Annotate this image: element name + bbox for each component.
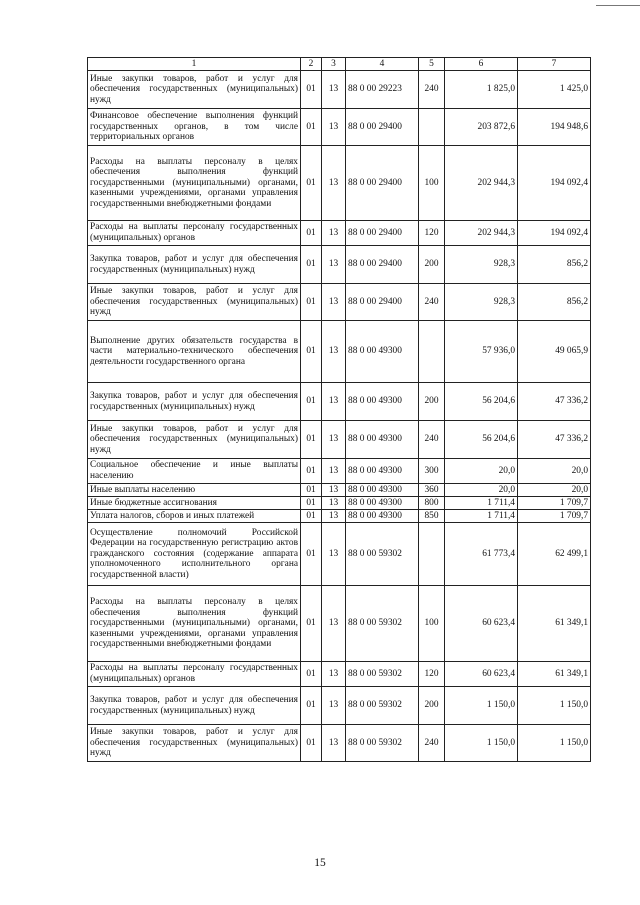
table-row bbox=[88, 484, 591, 497]
header-col-7: 7 bbox=[518, 58, 591, 71]
row-amount-col6: 202 944,3 bbox=[445, 146, 518, 221]
header-col-4: 4 bbox=[346, 58, 419, 71]
row-expense-type: 850 bbox=[419, 510, 445, 523]
row-target-article: 88 0 00 49300 bbox=[346, 510, 419, 523]
header-row bbox=[88, 58, 591, 71]
row-target-article: 88 0 00 29223 bbox=[346, 71, 419, 109]
row-amount-col6: 57 936,0 bbox=[445, 321, 518, 383]
row-subsection: 13 bbox=[322, 221, 346, 246]
table-row bbox=[88, 687, 591, 725]
row-amount-col7: 856,2 bbox=[518, 284, 591, 321]
row-expense-type: 240 bbox=[419, 421, 445, 459]
header-col-5: 5 bbox=[419, 58, 445, 71]
row-name: Иные выплаты населению bbox=[88, 484, 301, 497]
row-target-article: 88 0 00 49300 bbox=[346, 383, 419, 421]
row-subsection: 13 bbox=[322, 725, 346, 762]
row-amount-col6: 1 711,4 bbox=[445, 510, 518, 523]
row-target-article: 88 0 00 59302 bbox=[346, 586, 419, 662]
row-target-article: 88 0 00 49300 bbox=[346, 321, 419, 383]
row-amount-col7: 1 150,0 bbox=[518, 725, 591, 762]
row-name: Расходы на выплаты персоналу государственных (муниципальных) органов bbox=[88, 662, 301, 687]
row-amount-col7: 20,0 bbox=[518, 459, 591, 484]
row-section: 01 bbox=[301, 321, 322, 383]
row-expense-type: 200 bbox=[419, 687, 445, 725]
row-amount-col7: 1 425,0 bbox=[518, 71, 591, 109]
row-amount-col6: 61 773,4 bbox=[445, 523, 518, 586]
row-name: Социальное обеспечение и иные выплаты населению bbox=[88, 459, 301, 484]
row-amount-col7: 1 150,0 bbox=[518, 687, 591, 725]
row-target-article: 88 0 00 59302 bbox=[346, 725, 419, 762]
row-name: Иные закупки товаров, работ и услуг для обеспечения государственных (муниципальных) нужд bbox=[88, 284, 301, 321]
row-expense-type bbox=[419, 109, 445, 146]
row-name: Закупка товаров, работ и услуг для обеспечения государственных (муниципальных) нужд bbox=[88, 246, 301, 284]
row-amount-col6: 1 711,4 bbox=[445, 497, 518, 510]
page-number: 15 bbox=[314, 857, 326, 869]
row-amount-col7: 194 948,6 bbox=[518, 109, 591, 146]
row-section: 01 bbox=[301, 687, 322, 725]
row-amount-col7: 20,0 bbox=[518, 484, 591, 497]
row-section: 01 bbox=[301, 459, 322, 484]
table-row bbox=[88, 586, 591, 662]
table-row bbox=[88, 146, 591, 221]
row-section: 01 bbox=[301, 383, 322, 421]
row-name: Расходы на выплаты персоналу государственных (муниципальных) органов bbox=[88, 221, 301, 246]
row-section: 01 bbox=[301, 484, 322, 497]
row-amount-col6: 60 623,4 bbox=[445, 586, 518, 662]
row-section: 01 bbox=[301, 146, 322, 221]
row-amount-col7: 49 065,9 bbox=[518, 321, 591, 383]
corner-rule bbox=[596, 5, 640, 6]
row-subsection: 13 bbox=[322, 484, 346, 497]
row-name: Иные бюджетные ассигнования bbox=[88, 497, 301, 510]
table-row bbox=[88, 109, 591, 146]
row-target-article: 88 0 00 49300 bbox=[346, 421, 419, 459]
row-expense-type: 120 bbox=[419, 662, 445, 687]
row-expense-type: 240 bbox=[419, 284, 445, 321]
row-section: 01 bbox=[301, 421, 322, 459]
row-subsection: 13 bbox=[322, 687, 346, 725]
row-section: 01 bbox=[301, 284, 322, 321]
row-subsection: 13 bbox=[322, 523, 346, 586]
row-section: 01 bbox=[301, 109, 322, 146]
row-amount-col6: 1 150,0 bbox=[445, 687, 518, 725]
row-amount-col6: 20,0 bbox=[445, 484, 518, 497]
header-col-1: 1 bbox=[88, 58, 301, 71]
row-subsection: 13 bbox=[322, 662, 346, 687]
row-expense-type: 300 bbox=[419, 459, 445, 484]
row-expense-type: 100 bbox=[419, 146, 445, 221]
row-amount-col7: 61 349,1 bbox=[518, 586, 591, 662]
row-amount-col6: 56 204,6 bbox=[445, 383, 518, 421]
row-name: Расходы на выплаты персоналу в целях обеспечения выполнения функций государственными (муниципальными) органами, казенными учреждениями, органами управления государственными внебюджетными фондами bbox=[88, 586, 301, 662]
row-name: Уплата налогов, сборов и иных платежей bbox=[88, 510, 301, 523]
row-subsection: 13 bbox=[322, 421, 346, 459]
row-target-article: 88 0 00 29400 bbox=[346, 146, 419, 221]
row-subsection: 13 bbox=[322, 459, 346, 484]
row-section: 01 bbox=[301, 523, 322, 586]
row-name: Иные закупки товаров, работ и услуг для обеспечения государственных (муниципальных) нужд bbox=[88, 421, 301, 459]
row-name: Иные закупки товаров, работ и услуг для обеспечения государственных (муниципальных) нужд bbox=[88, 71, 301, 109]
row-target-article: 88 0 00 49300 bbox=[346, 459, 419, 484]
table-row bbox=[88, 459, 591, 484]
row-section: 01 bbox=[301, 71, 322, 109]
row-amount-col6: 202 944,3 bbox=[445, 221, 518, 246]
table-row bbox=[88, 725, 591, 762]
row-subsection: 13 bbox=[322, 497, 346, 510]
row-section: 01 bbox=[301, 510, 322, 523]
row-subsection: 13 bbox=[322, 284, 346, 321]
row-section: 01 bbox=[301, 586, 322, 662]
row-section: 01 bbox=[301, 221, 322, 246]
row-target-article: 88 0 00 29400 bbox=[346, 284, 419, 321]
row-section: 01 bbox=[301, 662, 322, 687]
row-target-article: 88 0 00 29400 bbox=[346, 246, 419, 284]
row-name: Закупка товаров, работ и услуг для обеспечения государственных (муниципальных) нужд bbox=[88, 687, 301, 725]
row-subsection: 13 bbox=[322, 246, 346, 284]
table-row bbox=[88, 510, 591, 523]
row-target-article: 88 0 00 49300 bbox=[346, 484, 419, 497]
row-expense-type: 120 bbox=[419, 221, 445, 246]
row-subsection: 13 bbox=[322, 146, 346, 221]
row-name: Финансовое обеспечение выполнения функций государственных органов, в том числе территориальных органов bbox=[88, 109, 301, 146]
row-expense-type: 200 bbox=[419, 246, 445, 284]
row-amount-col7: 1 709,7 bbox=[518, 510, 591, 523]
row-section: 01 bbox=[301, 246, 322, 284]
row-name: Выполнение других обязательств государства в части материально-технического обеспечения деятельности государственного органа bbox=[88, 321, 301, 383]
row-amount-col6: 20,0 bbox=[445, 459, 518, 484]
row-target-article: 88 0 00 59302 bbox=[346, 523, 419, 586]
row-expense-type: 360 bbox=[419, 484, 445, 497]
table-body bbox=[88, 71, 591, 762]
row-amount-col6: 56 204,6 bbox=[445, 421, 518, 459]
row-expense-type bbox=[419, 321, 445, 383]
row-amount-col6: 203 872,6 bbox=[445, 109, 518, 146]
row-expense-type: 200 bbox=[419, 383, 445, 421]
table-row bbox=[88, 321, 591, 383]
row-name: Расходы на выплаты персоналу в целях обеспечения выполнения функций государственными (муниципальными) органами, казенными учреждениями, органами управления государственными внебюджетными фондами bbox=[88, 146, 301, 221]
row-subsection: 13 bbox=[322, 109, 346, 146]
table-row bbox=[88, 221, 591, 246]
row-amount-col7: 61 349,1 bbox=[518, 662, 591, 687]
row-amount-col7: 856,2 bbox=[518, 246, 591, 284]
row-subsection: 13 bbox=[322, 321, 346, 383]
row-expense-type: 240 bbox=[419, 725, 445, 762]
row-name: Осуществление полномочий Российской Федерации на государственную регистрацию актов гражданского состояния (содержание аппарата уполномоченного исполнительного органа государственной власти) bbox=[88, 523, 301, 586]
row-expense-type bbox=[419, 523, 445, 586]
row-expense-type: 240 bbox=[419, 71, 445, 109]
header-col-2: 2 bbox=[301, 58, 322, 71]
row-subsection: 13 bbox=[322, 510, 346, 523]
table-row bbox=[88, 71, 591, 109]
header-col-6: 6 bbox=[445, 58, 518, 71]
row-expense-type: 800 bbox=[419, 497, 445, 510]
row-target-article: 88 0 00 29400 bbox=[346, 109, 419, 146]
row-amount-col7: 47 336,2 bbox=[518, 383, 591, 421]
table-row bbox=[88, 284, 591, 321]
row-target-article: 88 0 00 59302 bbox=[346, 687, 419, 725]
row-target-article: 88 0 00 49300 bbox=[346, 497, 419, 510]
row-expense-type: 100 bbox=[419, 586, 445, 662]
row-amount-col6: 1 150,0 bbox=[445, 725, 518, 762]
table-row bbox=[88, 383, 591, 421]
row-name: Закупка товаров, работ и услуг для обеспечения государственных (муниципальных) нужд bbox=[88, 383, 301, 421]
row-target-article: 88 0 00 59302 bbox=[346, 662, 419, 687]
row-amount-col7: 1 709,7 bbox=[518, 497, 591, 510]
table-row bbox=[88, 421, 591, 459]
row-amount-col6: 928,3 bbox=[445, 284, 518, 321]
row-amount-col6: 928,3 bbox=[445, 246, 518, 284]
row-target-article: 88 0 00 29400 bbox=[346, 221, 419, 246]
row-amount-col7: 47 336,2 bbox=[518, 421, 591, 459]
row-section: 01 bbox=[301, 497, 322, 510]
table-row bbox=[88, 497, 591, 510]
row-amount-col7: 194 092,4 bbox=[518, 221, 591, 246]
row-section: 01 bbox=[301, 725, 322, 762]
row-amount-col7: 194 092,4 bbox=[518, 146, 591, 221]
row-subsection: 13 bbox=[322, 71, 346, 109]
row-subsection: 13 bbox=[322, 383, 346, 421]
table-row bbox=[88, 246, 591, 284]
row-amount-col6: 1 825,0 bbox=[445, 71, 518, 109]
header-col-3: 3 bbox=[322, 58, 346, 71]
table-row bbox=[88, 523, 591, 586]
table-row bbox=[88, 662, 591, 687]
row-amount-col7: 62 499,1 bbox=[518, 523, 591, 586]
row-name: Иные закупки товаров, работ и услуг для обеспечения государственных (муниципальных) нужд bbox=[88, 725, 301, 762]
row-amount-col6: 60 623,4 bbox=[445, 662, 518, 687]
row-subsection: 13 bbox=[322, 586, 346, 662]
budget-table bbox=[87, 57, 591, 762]
